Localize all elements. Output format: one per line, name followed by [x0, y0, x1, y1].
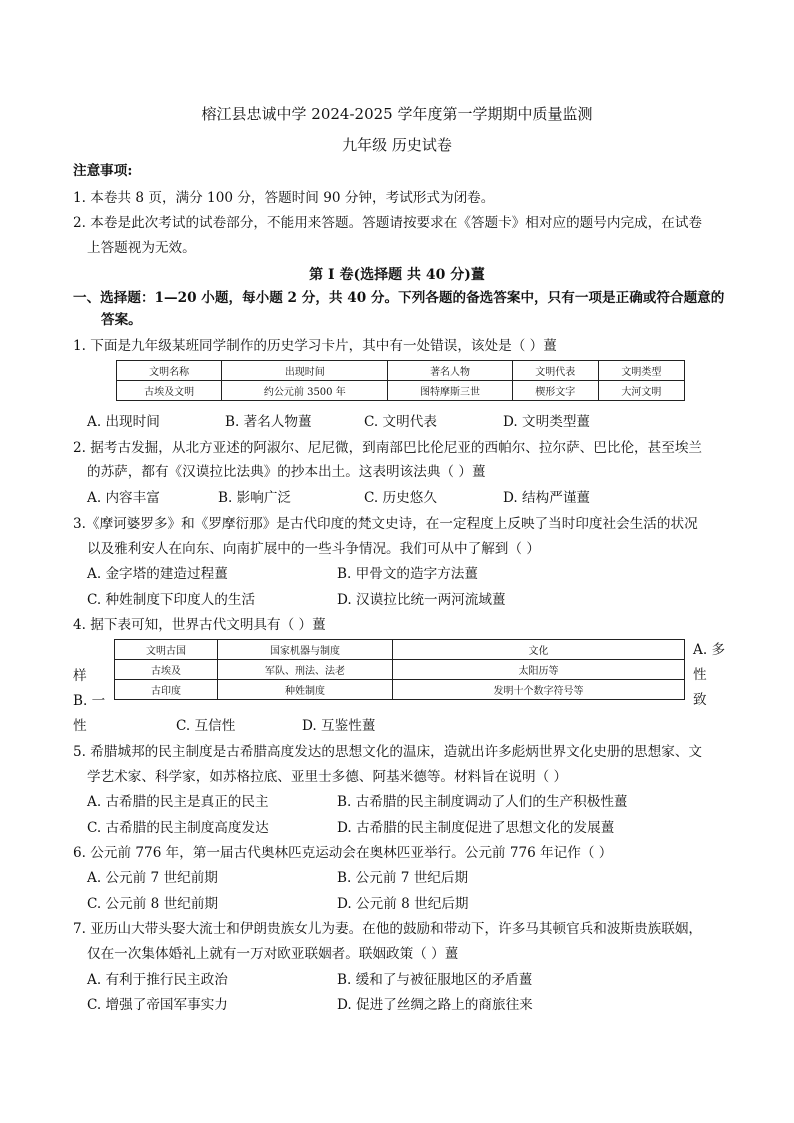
q4-option-c: C. 互信性: [176, 718, 236, 734]
table-cell: 文明类型: [598, 361, 684, 381]
section-instruction-line2: 答案。: [101, 312, 142, 328]
q6-option-b: B. 公元前 7 世纪后期: [337, 870, 469, 886]
q2-option-d: D. 结构严谨薑: [503, 490, 591, 506]
table-cell: 文化: [393, 640, 685, 660]
table-cell: 国家机器与制度: [218, 640, 393, 660]
q6-stem: 6. 公元前 776 年，第一届古代奥林匹克运动会在奥林匹亚举行。公元前 776 年记作（ ）: [73, 845, 613, 861]
q2-option-a: A. 内容丰富: [87, 490, 160, 506]
q7-stem-line1: 7. 亚历山大带头娶大流士和伊朗贵族女儿为妻。在他的鼓励和带动下，许多马其顿官兵和波斯贵族联姻，: [73, 921, 703, 937]
notice-item-2-line2: 上答题视为无效。: [87, 240, 196, 256]
q4-option-a-fragment: A. 多: [693, 642, 726, 658]
q4-option-d: D. 互鉴性薑: [302, 718, 376, 734]
q1-stem: 1. 下面是九年级某班同学制作的历史学习卡片，其中有一处错误，该处是（ ）薑: [73, 338, 557, 354]
table-row: [115, 680, 685, 700]
q1-option-d: D. 文明类型薑: [503, 414, 591, 430]
q7-option-d: D. 促进了丝绸之路上的商旅往来: [337, 997, 533, 1013]
q3-stem-line2: 以及雅利安人在向东、向南扩展中的一些斗争情况。我们可从中了解到（ ）: [87, 541, 540, 557]
table-row: [115, 640, 685, 660]
table-cell: 文明名称: [117, 361, 222, 381]
q4-option-b-fragment: B. 一: [73, 693, 106, 709]
q2-option-c: C. 历史悠久: [364, 490, 437, 506]
table-cell: 文明代表: [512, 361, 598, 381]
table-row: [117, 381, 685, 401]
table-cell: 楔形文字: [512, 381, 598, 401]
q1-table: [116, 360, 685, 401]
q7-option-c: C. 增强了帝国军事实力: [87, 997, 228, 1013]
q7-option-a: A. 有利于推行民主政治: [87, 972, 228, 988]
q7-stem-line2: 仅在一次集体婚礼上就有一万对欧亚联姻者。联姻政策（ ）薑: [87, 946, 459, 962]
table-cell: 图特摩斯三世: [388, 381, 512, 401]
q2-stem-line2: 的苏萨，都有《汉谟拉比法典》的抄本出土。这表明该法典（ ）薑: [87, 464, 486, 480]
q3-stem-line1: 3.《摩诃婆罗多》和《罗摩衍那》是古代印度的梵文史诗，在一定程度上反映了当时印度社会生活的状况: [73, 516, 698, 532]
table-cell: 约公元前 3500 年: [222, 381, 388, 401]
table-cell: 发明十个数字符号等: [393, 680, 685, 700]
q3-option-d: D. 汉谟拉比统一两河流域薑: [337, 592, 506, 608]
q3-option-b: B. 甲骨文的造字方法薑: [337, 566, 478, 582]
q4-stem: 4. 据下表可知，世界古代文明具有（ ）薑: [73, 617, 326, 633]
q1-option-c: C. 文明代表: [364, 414, 437, 430]
q4-table: [114, 639, 685, 700]
q7-option-b: B. 缓和了与被征服地区的矛盾薑: [337, 972, 533, 988]
table-cell: 军队、刑法、法老: [218, 660, 393, 680]
q6-option-d: D. 公元前 8 世纪后期: [337, 896, 469, 912]
q5-option-b: B. 古希腊的民主制度调动了人们的生产积极性薑: [337, 794, 628, 810]
q2-stem-line1: 2. 据考古发掘，从北方亚述的阿淑尔、尼尼微，到南部巴比伦尼亚的西帕尔、拉尔萨、巴比伦，甚至埃兰: [73, 440, 703, 456]
notice-item-1: 1. 本卷共 8 页，满分 100 分，答题时间 90 分钟，考试形式为闭卷。: [73, 190, 495, 206]
q3-option-a: A. 金字塔的建造过程薑: [87, 566, 228, 582]
q4-fragment-yang: 样: [73, 668, 87, 684]
q4-fragment-xing2: 性: [73, 718, 87, 734]
q6-option-a: A. 公元前 7 世纪前期: [87, 870, 218, 886]
table-cell: 古埃及: [115, 660, 218, 680]
notice-item-2-line1: 2. 本卷是此次考试的试卷部分，不能用来答题。答题请按要求在《答题卡》相对应的题号内完成，在试卷: [73, 215, 703, 231]
table-cell: 文明古国: [115, 640, 218, 660]
table-cell: 古埃及文明: [117, 381, 222, 401]
q6-option-c: C. 公元前 8 世纪前期: [87, 896, 219, 912]
table-cell: 大河文明: [598, 381, 684, 401]
q2-option-b: B. 影响广泛: [218, 490, 292, 506]
exam-subtitle: 九年级 历史试卷: [342, 136, 452, 154]
q4-fragment-zhi: 致: [693, 692, 707, 708]
notice-heading: 注意事项:: [73, 163, 133, 179]
q5-option-a: A. 古希腊的民主是真正的民主: [87, 794, 269, 810]
table-cell: 出现时间: [222, 361, 388, 381]
q5-stem-line2: 学艺术家、科学家，如苏格拉底、亚里士多德、阿基米德等。材料旨在说明（ ）: [87, 769, 568, 785]
q3-option-c: C. 种姓制度下印度人的生活: [87, 592, 256, 608]
q4-fragment-xing: 性: [693, 667, 707, 683]
section-title: 第 I 卷(选择题 共 40 分)薑: [309, 267, 485, 283]
exam-title: 榕江县忠诚中学 2024-2025 学年度第一学期期中质量监测: [201, 105, 593, 123]
table-cell: 著名人物: [388, 361, 512, 381]
q1-option-b: B. 著名人物薑: [225, 414, 312, 430]
table-row: [115, 660, 685, 680]
table-cell: 种姓制度: [218, 680, 393, 700]
section-instruction-line1: 一、选择题：1—20 小题，每小题 2 分，共 40 分。下列各题的备选答案中，只有一项是正确或符合题意的: [73, 290, 725, 306]
table-cell: 太阳历等: [393, 660, 685, 680]
table-row: [117, 361, 685, 381]
q5-option-d: D. 古希腊的民主制度促进了思想文化的发展薑: [337, 820, 615, 836]
q1-option-a: A. 出现时间: [87, 414, 160, 430]
q5-stem-line1: 5. 希腊城邦的民主制度是古希腊高度发达的思想文化的温床，造就出许多彪炳世界文化史册的思想家、文: [73, 744, 703, 760]
table-cell: 古印度: [115, 680, 218, 700]
q5-option-c: C. 古希腊的民主制度高度发达: [87, 820, 269, 836]
